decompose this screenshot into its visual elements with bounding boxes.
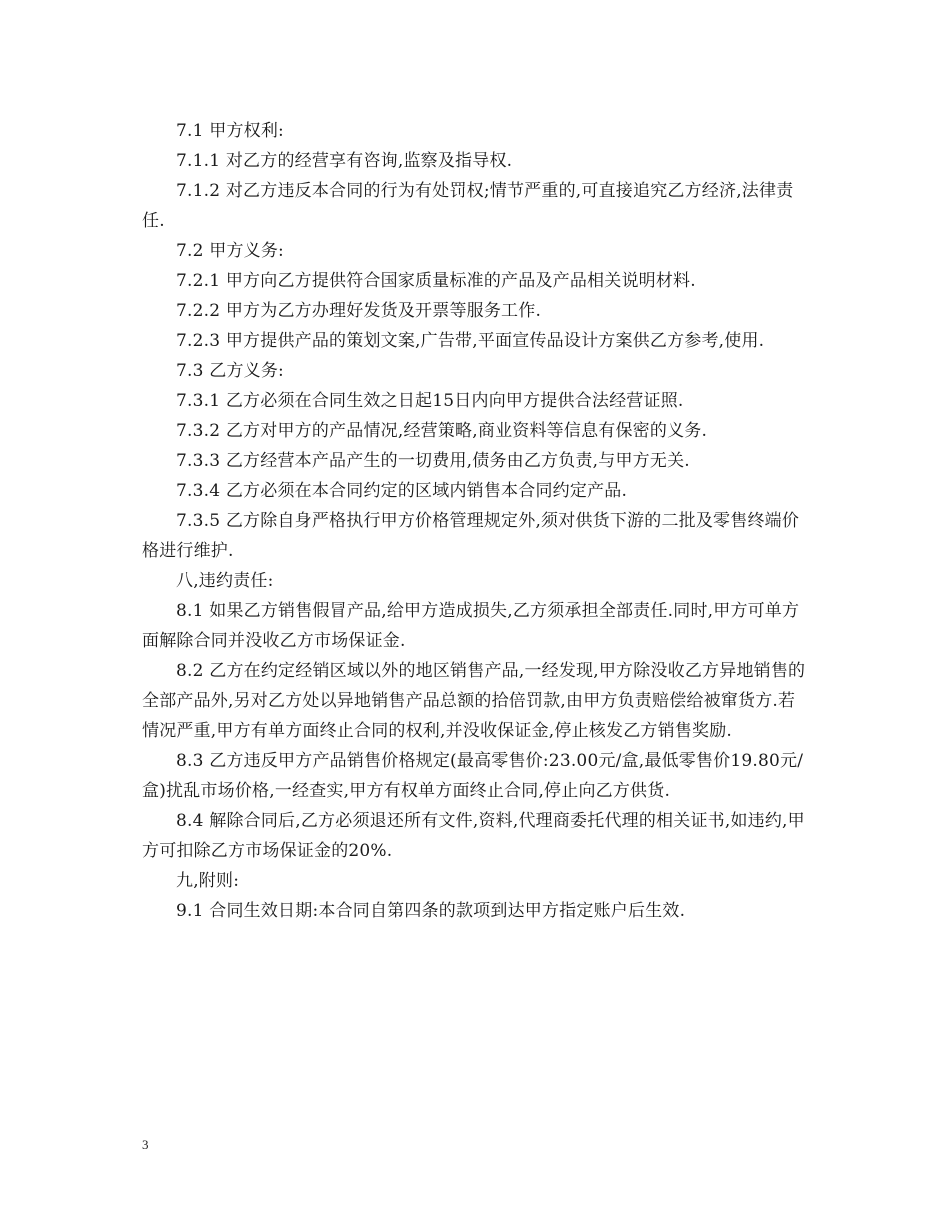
section-8-heading: 八,违约责任: [176,571,274,591]
page-number: 3 [142,1137,149,1152]
clause-7-2-heading: 7.2 甲方义务: [176,241,284,261]
section-9-heading: 九,附则: [176,871,240,891]
clause-7-3-heading: 7.3 乙方义务: [176,361,284,381]
clause-7-2-1: 7.2.1 甲方向乙方提供符合国家质量标准的产品及产品相关说明材料. [176,271,696,291]
clause-8-2: 8.2 乙方在约定经销区域以外的地区销售产品,一经发现,甲方除没收乙方异地销售的全部产品外,另对乙方处以异地销售产品总额的拾倍罚款,由甲方负责赔偿给被窜货方.若情况严重,甲方有单方面终止合同的权利,并没收保证金,停止核发乙方销售奖励. [142,661,806,741]
document-body [142,116,812,926]
clause-9-1: 9.1 合同生效日期:本合同自第四条的款项到达甲方指定账户后生效. [176,901,686,921]
clause-7-3-2: 7.3.2 乙方对甲方的产品情况,经营策略,商业资料等信息有保密的义务. [176,421,708,441]
clause-7-2-3: 7.2.3 甲方提供产品的策划文案,广告带,平面宣传品设计方案供乙方参考,使用. [176,331,765,351]
clause-7-3-4: 7.3.4 乙方必须在本合同约定的区域内销售本合同约定产品. [176,481,628,501]
clause-7-1-heading: 7.1 甲方权利: [176,121,284,141]
clause-8-4: 8.4 解除合同后,乙方必须退还所有文件,资料,代理商委托代理的相关证书,如违约,甲方可扣除乙方市场保证金的20%. [142,811,805,861]
clause-7-2-2: 7.2.2 甲方为乙方办理好发货及开票等服务工作. [176,301,542,321]
clause-7-1-1: 7.1.1 对乙方的经营享有咨询,监察及指导权. [176,151,513,171]
clause-8-3: 8.3 乙方违反甲方产品销售价格规定(最高零售价:23.00元/盒,最低零售价19.80元/盒)扰乱市场价格,一经查实,甲方有权单方面终止合同,停止向乙方供货. [142,751,804,801]
clause-7-3-1: 7.3.1 乙方必须在合同生效之日起15日内向甲方提供合法经营证照. [176,391,684,411]
clause-7-3-5: 7.3.5 乙方除自身严格执行甲方价格管理规定外,须对供货下游的二批及零售终端价格进行维护. [142,511,800,561]
clause-8-1: 8.1 如果乙方销售假冒产品,给甲方造成损失,乙方须承担全部责任.同时,甲方可单方面解除合同并没收乙方市场保证金. [142,601,800,651]
clause-7-3-3: 7.3.3 乙方经营本产品产生的一切费用,债务由乙方负责,与甲方无关. [176,451,690,471]
clause-7-1-2: 7.1.2 对乙方违反本合同的行为有处罚权;情节严重的,可直接追究乙方经济,法律责任. [142,181,794,231]
